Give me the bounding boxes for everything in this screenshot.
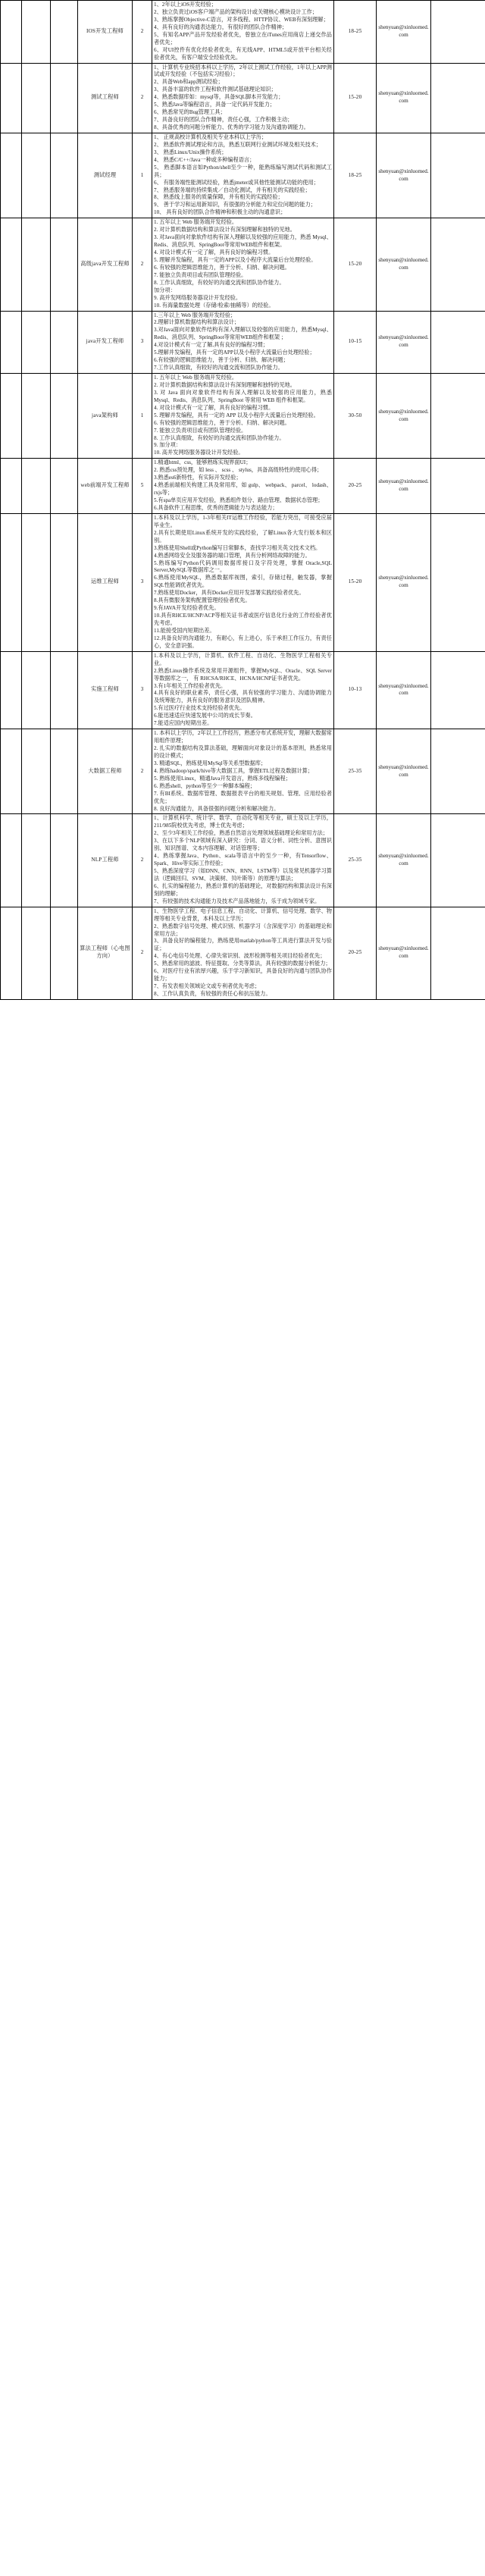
requirement-line: 7、 熟悉服务端的持续集成／自动化测试，并有相关的实践经验；	[154, 186, 311, 193]
requirement-line: 6、对医疗行业有浓厚兴趣，乐于学习新知识，具备良好的沟通与团队协作能力；	[154, 968, 332, 982]
row-department-cell	[51, 651, 78, 729]
requirement-line: 1. 五年以上 Web 服务端开发经验。	[154, 219, 238, 226]
requirement-line: 6、扎实的编程能力，熟悉计算机的基础理论，对数据结构和算法设计有深刻的理解；	[154, 882, 332, 897]
row-marker-col-b	[22, 513, 51, 651]
table-row	[1, 729, 485, 814]
row-marker-col-a	[1, 311, 22, 374]
email-cell[interactable]: shenyuan@xinluomed.com	[377, 651, 431, 729]
requirement-line: 4.对设计模式有一定了解,具有良好的编程习惯；	[154, 342, 268, 349]
requirement-line: 3、在以下多个NLP领域有深入研究：分词、语义分析、词性分析、意图识别、知识图谱、文本内容理解、对话管理等；	[154, 838, 332, 852]
row-marker-col-a	[1, 459, 22, 514]
table-row	[1, 311, 485, 374]
email-cell[interactable]: shenyuan@xinluomed.com	[377, 1, 431, 64]
requirement-line: 6.能迅速适应快速发展中公司的成长节奏。	[154, 713, 256, 719]
requirement-line: 8、具备优秀的问题分析能力、优秀的学习能力及沟通协调能力。	[154, 124, 309, 130]
jobs-table-body	[1, 1, 485, 1000]
requirement-line: 8. 工作认真细致，有较好的沟通交流和团队协作能力。	[154, 434, 285, 441]
row-department-cell	[51, 729, 78, 814]
requirement-line: 10. 有海量数据处理（存储/检索/抽稀等）的经验。	[154, 302, 274, 309]
headcount-cell: 1	[133, 374, 152, 459]
requirement-line: 3. 对 Java 面向对象软件结构有深入理解以及较强的应用能力，熟悉 Mysql、Redis、消息队列、SpringBoot 等常用 WEB 组件和框架。	[154, 389, 332, 403]
row-department-cell	[51, 218, 78, 311]
requirements-cell	[152, 651, 334, 729]
job-title-cell: java开发工程师	[78, 311, 133, 374]
requirement-line: 5、 熟悉脚本语言如Python/shell至少一种，能熟练编写测试代码和测试工具；	[154, 164, 332, 178]
requirement-line: 6. 熟悉shell、python等至少一种脚本编程；	[154, 782, 256, 789]
requirement-line: 1. 本科以上学历，2年以上工作经历，熟悉分布式系统开发，理解大数据常用组件原理；	[154, 730, 332, 744]
table-row	[1, 1, 485, 64]
requirement-line: 9、 善于学习和运用新知识，有很强的分析能力和定位问题的能力；	[154, 202, 316, 208]
requirement-line: 7.工作认真细致，有较好的沟通交流和团队协作能力。	[154, 365, 283, 371]
headcount-cell: 2	[133, 814, 152, 907]
requirement-line: 4、 熟悉C/C++/Java一种或多种编程语言；	[154, 156, 255, 163]
requirements-cell	[152, 513, 334, 651]
row-marker-col-b	[22, 459, 51, 514]
row-marker-col-a	[1, 513, 22, 651]
requirement-line: 1、计算机专业统招本科以上学历，2年以上测试工作经验，1年以上APP测试或开发经验（不包括实习经验）；	[154, 64, 332, 78]
email-cell[interactable]: shenyuan@xinluomed.com	[377, 63, 431, 133]
row-trailing-cell	[431, 513, 485, 651]
requirement-line: 1.精通html、css，能够熟练实现界面UI；	[154, 459, 252, 466]
row-marker-col-b	[22, 814, 51, 907]
email-cell[interactable]: shenyuan@xinluomed.com	[377, 513, 431, 651]
headcount-cell: 5	[133, 459, 152, 514]
table-row	[1, 651, 485, 729]
row-marker-col-b	[22, 907, 51, 999]
requirement-line: 3.熟练使用Shell或Python编写日常脚本，查找学习相关英文技术文档。	[154, 544, 321, 551]
requirement-line: 2. 对计算机数据结构和算法设计有深刻理解和独特的见地。	[154, 227, 296, 233]
row-trailing-cell	[431, 374, 485, 459]
requirement-line: 11.能接受国内短期出差。	[154, 627, 215, 634]
requirement-line: 3、具备丰富的软件工程和软件测试基础理论知识；	[154, 86, 277, 93]
email-cell[interactable]: shenyuan@xinluomed.com	[377, 218, 431, 311]
email-cell[interactable]: shenyuan@xinluomed.com	[377, 907, 431, 999]
requirement-line: 3、熟练掌握Objective-C语言，对多线程、HTTP协议、WEB有深刻理解；	[154, 16, 329, 23]
requirements-cell	[152, 814, 334, 907]
requirement-line: 7、具备良好的团队合作精神，责任心强，工作积极主动；	[154, 117, 293, 124]
requirement-line: 1.本科及以上学历，1-3年相关IT运维工作经验，若能力突出，可接受应届毕业生。	[154, 514, 332, 528]
requirement-line: 1. 五年以上 Web 服务端开发经验。	[154, 374, 238, 381]
requirement-line: 8、 熟悉线上服务的质量保障，并有相关的实践经验；	[154, 194, 283, 201]
requirement-line: 10. 高并发网络服务器设计开发经验。	[154, 450, 244, 456]
requirements-cell	[152, 459, 334, 514]
requirement-line: 9. 加分项：	[154, 442, 181, 449]
requirement-line: 3. 对Java面向对象软件结构有深入理解以及较强的应用能力，熟悉 Mysql、Redis、消息队列、SpringBoot等常用WEB组件和框架。	[154, 234, 332, 249]
requirement-line: 10.具有RHCE/HCNP/ACP等相关证书者或医疗信息化行业的工作经验者优先考虑。	[154, 613, 332, 626]
requirement-line: 6、对UI控件有优化经验者优先，有无线APP、HTML5或开放平台相关经验者优先，有客户端安全经验优先。	[154, 46, 332, 61]
salary-cell: 10-13	[334, 651, 377, 729]
row-trailing-cell	[431, 814, 485, 907]
row-trailing-cell	[431, 1, 485, 64]
requirement-line: 3.对Java面向对象软件结构有深入理解以及较强的应用能力，熟悉Mysql、Redis、消息队列、SpringBoot等常用WEB组件和框架 ；	[154, 327, 332, 341]
requirement-line: 2.具有长期使用Linux系统开发的实践经验，了解Linux各大发行版本和区别。	[154, 529, 332, 544]
row-marker-col-b	[22, 1, 51, 64]
table-row	[1, 459, 485, 514]
requirements-cell	[152, 63, 334, 133]
row-department-cell	[51, 459, 78, 514]
row-marker-col-a	[1, 1, 22, 64]
requirement-line: 2、独立负责过iOS客户端产品的架构设计或关键核心模块设计工作；	[154, 8, 318, 15]
requirement-line: 5. 理解并发编程，具有一定的APP以及小程序大流量后台处理经验。	[154, 256, 317, 263]
headcount-cell: 3	[133, 311, 152, 374]
requirement-line: 5、熟悉Java等编程语言，具备一定代码开发能力；	[154, 102, 276, 108]
requirement-line: 3.有1年相关工作经验者优先。	[154, 682, 227, 689]
requirement-line: 6. 有较强的逻辑思维能力，善于分析、归纳、解决问题。	[154, 419, 290, 426]
headcount-cell: 2	[133, 218, 152, 311]
requirement-line: 8.具有微服务架构配置管理经验者优先。	[154, 597, 251, 604]
job-title-cell: web前端开发工程师	[78, 459, 133, 514]
email-cell[interactable]: shenyuan@xinluomed.com	[377, 133, 431, 218]
table-row	[1, 374, 485, 459]
requirement-line: 5. 理解并发编程，具有一定的 APP 以及小程序大流量后台处理经验。	[154, 412, 319, 418]
job-title-cell: 高级java开发工程师	[78, 218, 133, 311]
row-trailing-cell	[431, 459, 485, 514]
row-marker-col-a	[1, 814, 22, 907]
requirement-line: 7、有发表相关领域论文或专利者优先考虑；	[154, 983, 261, 990]
job-title-cell: 算法工程师（心电图方向）	[78, 907, 133, 999]
requirement-line: 4.具有良好的职业素养，责任心强，具有较强的学习能力、沟通协调能力及统筹能力，具有良好的服务意识及团队精神。	[154, 690, 332, 704]
table-row	[1, 63, 485, 133]
row-marker-col-b	[22, 63, 51, 133]
email-cell[interactable]: shenyuan@xinluomed.com	[377, 311, 431, 374]
email-cell[interactable]: shenyuan@xinluomed.com	[377, 729, 431, 814]
requirement-line: 7.能适应国内短期出差。	[154, 720, 213, 727]
requirement-line: 4.熟悉网络安全及服务器的端口管理，具有分析网络故障的能力。	[154, 552, 311, 559]
row-department-cell	[51, 1, 78, 64]
requirement-line: 5、熟悉常用的滤波、特征提取、分类等算法，具有较强的数据分析能力；	[154, 961, 331, 967]
row-department-cell	[51, 513, 78, 651]
job-title-cell: java架构师	[78, 374, 133, 459]
row-department-cell	[51, 907, 78, 999]
requirement-line: 2.熟悉Linux操作系统及常用开源组件，掌握MySQL、Oracle、SQL Server等数据库之一， 有 RHCSA/RHCE、HCNA/HCNP证书者优先。	[154, 667, 332, 682]
requirement-line: 4、熟练掌握Java、Python、scala等语言中的至少一种，有Tensorflow、Spark、Hive等实际工作经验；	[154, 853, 332, 867]
headcount-cell: 2	[133, 1, 152, 64]
requirement-line: 8. 工作认真细致，有较好的沟通交流和团队协作能力。	[154, 279, 285, 286]
requirement-line: 5. 熟练使用Linux，精通Java开发语言，熟练多线程编程；	[154, 775, 291, 782]
requirement-line: 3、 熟悉Linux/Unix操作系统；	[154, 149, 227, 155]
row-marker-col-a	[1, 218, 22, 311]
requirement-line: 6.熟练使用MySQL，熟悉数据库视图，索引，存储过程，触发器，掌握SQL性能调优者优先。	[154, 575, 332, 589]
requirement-line: 5.有过医疗行业技术支持经验者优先。	[154, 705, 246, 712]
requirement-line: 7. 能独立负责项目或有团队管理经验。	[154, 271, 247, 278]
email-cell[interactable]: shenyuan@xinluomed.com	[377, 459, 431, 514]
requirement-line: 4、有心电信号处理、心律失常识别、波形检测等相关项目经验者优先；	[154, 953, 326, 960]
requirement-line: 6.具备软件工程思维，优秀的逻辑能力与表达能力；	[154, 504, 278, 511]
headcount-cell: 2	[133, 729, 152, 814]
requirement-line: 2、至少3年相关工作经验，熟悉自然语言处理领域基础理论和常用方法；	[154, 830, 329, 837]
requirement-line: 3.熟悉es6新特性，有实际开发经验；	[154, 475, 242, 481]
requirement-line: 1、 正规高校计算机及相关专业本科以上学历；	[154, 133, 268, 140]
row-marker-col-a	[1, 374, 22, 459]
requirement-line: 7. 有BI系统、数据库管理、数据报表平台的相关规划、管理、应用经验者优先；	[154, 790, 332, 804]
salary-cell: 25-35	[334, 729, 377, 814]
requirement-line: 5、熟悉深度学习（如DNN、CNN、RNN、LSTM等）以及常见机器学习算法（逻辑回归、SVM、决策树、贝叶斯等）的原理与算法；	[154, 868, 332, 882]
job-title-cell: 测试经理	[78, 133, 133, 218]
table-row	[1, 133, 485, 218]
requirement-line: 4.熟悉前端相关构建工具及常用库，如 gulp、 webpack、 parcel、 lodash、 rxjs等；	[154, 482, 332, 497]
row-marker-col-b	[22, 374, 51, 459]
salary-cell: 18-25	[334, 1, 377, 64]
row-marker-col-a	[1, 729, 22, 814]
headcount-cell: 2	[133, 63, 152, 133]
requirement-line: 5、有知名APP产品开发经验者优先，曾独立在iTunes应用商店上递交作品者优先；	[154, 31, 332, 45]
requirement-line: 10、 具有良好的团队合作精神和积极主动的沟通意识；	[154, 209, 286, 216]
requirement-line: 8、工作认真负责，有较强的责任心和抗压能力。	[154, 991, 271, 997]
row-department-cell	[51, 814, 78, 907]
requirement-line: 2. 扎实的数据结构及算法基础，理解面向对象设计的基本原则，熟悉常用的设计模式；	[154, 745, 332, 759]
requirement-line: 1、生物医学工程、电子信息工程、自动化、计算机、信号处理、数学、物理等相关专业背景，本科及以上学历；	[154, 907, 332, 922]
salary-cell: 18-25	[334, 133, 377, 218]
row-trailing-cell	[431, 651, 485, 729]
salary-cell: 30-50	[334, 374, 377, 459]
email-cell[interactable]: shenyuan@xinluomed.com	[377, 814, 431, 907]
requirement-line: 9. 高并发网络服务器设计开发经验。	[154, 294, 242, 301]
requirement-line: 5.熟练编写Python代码调用数据库接口及字符处理，掌握 Oracle,SQL Server,MySQL等数据库之一。	[154, 559, 332, 574]
row-marker-col-a	[1, 133, 22, 218]
row-marker-col-b	[22, 218, 51, 311]
row-marker-col-b	[22, 311, 51, 374]
requirements-cell	[152, 907, 334, 999]
requirement-line: 6. 有较强的逻辑思维能力，善于分析、归纳、解决问题。	[154, 264, 290, 271]
salary-cell: 15-20	[334, 63, 377, 133]
requirement-line: 6、 有服务端性能测试经验，熟悉jmeter或其他性能测试功能的使用；	[154, 179, 319, 186]
requirement-line: 1.本科及以上学历，计算机、软件工程、自动化、生物医学工程相关专业。	[154, 652, 332, 666]
requirement-line: 2、具备Web和app测试经验；	[154, 79, 224, 86]
salary-cell: 25-35	[334, 814, 377, 907]
job-title-cell: IOS开发工程师	[78, 1, 133, 64]
row-trailing-cell	[431, 907, 485, 999]
job-title-cell: 大数据工程师	[78, 729, 133, 814]
row-trailing-cell	[431, 218, 485, 311]
headcount-cell: 3	[133, 513, 152, 651]
recruitment-table-page	[0, 0, 485, 1000]
row-trailing-cell	[431, 311, 485, 374]
row-trailing-cell	[431, 63, 485, 133]
requirement-line: 7. 能独立负责项目或有团队管理经验。	[154, 427, 247, 434]
requirement-line: 2. 熟悉css预处理，如 less 、 scss 、 stylus，具备高级特性的使用心得；	[154, 467, 323, 474]
requirement-line: 4. 对设计模式有一定了解，具有良好的编程习惯。	[154, 249, 274, 255]
row-department-cell	[51, 311, 78, 374]
requirement-line: 5.有spa单页应用开发经验，熟悉组件划分、路由管理、数据状态管理；	[154, 497, 324, 503]
requirement-line: 4、熟悉数据库如：mysql等，具备SQL脚本开发能力；	[154, 94, 284, 101]
requirement-line: 2、熟悉数字信号处理、模式识别、机器学习（含深度学习）的基础理论和常用方法；	[154, 923, 332, 937]
requirement-line: 1、计算机科学、统计学、数学、自动化等相关专业，硕士及以上学历，211/985院校优先考虑，博士优先考虑；	[154, 815, 332, 829]
requirements-cell	[152, 133, 334, 218]
requirement-line: 12.具备良好的沟通能力，有耐心，有上进心，乐于承担工作压力，有责任心，安全意识强。	[154, 635, 332, 649]
requirement-line: 6、熟悉常见的Bug管理工具；	[154, 109, 226, 116]
requirement-line: 2. 对计算机数据结构和算法设计有深刻理解和独特的见地。	[154, 381, 296, 388]
row-marker-col-a	[1, 907, 22, 999]
requirements-cell	[152, 729, 334, 814]
headcount-cell: 1	[133, 133, 152, 218]
requirement-line: 4、具有良好的沟通表达能力，有很好的团队合作精神；	[154, 24, 288, 30]
salary-cell: 10-15	[334, 311, 377, 374]
row-trailing-cell	[431, 133, 485, 218]
table-row	[1, 907, 485, 999]
requirement-line: 7.熟练使用Docker，具有Docker应用开发部署实践经验者优先。	[154, 590, 305, 597]
requirement-line: 2、 熟悉软件测试理论和方法，熟悉互联网行业测试环境及相关技术；	[154, 141, 322, 148]
row-marker-col-a	[1, 63, 22, 133]
row-marker-col-b	[22, 729, 51, 814]
salary-cell: 15-20	[334, 513, 377, 651]
job-title-cell: 运维工程师	[78, 513, 133, 651]
requirement-line: 9.有JAVA开发经验者优先。	[154, 605, 220, 612]
requirement-line: 1.三年以上 Web 服务端开发经验；	[154, 312, 236, 318]
jobs-table	[0, 0, 485, 1000]
requirement-line: 4. 熟练hadoop/spark/hive等大数据工具，掌握ETL过程及数据计算；	[154, 767, 314, 774]
salary-cell: 15-20	[334, 218, 377, 311]
requirement-line: 加分项：	[154, 287, 176, 293]
row-department-cell	[51, 133, 78, 218]
row-marker-col-b	[22, 133, 51, 218]
requirement-line: 1、2年以上iOS开发经验；	[154, 2, 217, 8]
job-title-cell: 实施工程师	[78, 651, 133, 729]
requirement-line: 3、具备良好的编程能力，熟练使用matlab/python等工具进行算法开发与验证；	[154, 938, 332, 952]
headcount-cell: 2	[133, 907, 152, 999]
requirement-line: 4. 对设计模式有一定了解，具有良好的编程习惯。	[154, 404, 274, 411]
email-cell[interactable]: shenyuan@xinluomed.com	[377, 374, 431, 459]
requirement-line: 6.有较强的逻辑思维能力，善于分析、归纳、解决问题；	[154, 357, 289, 364]
row-trailing-cell	[431, 729, 485, 814]
job-title-cell: 测试工程师	[78, 63, 133, 133]
requirement-line: 2.理解计算机数据结构和算法设计；	[154, 319, 240, 326]
table-row	[1, 218, 485, 311]
row-department-cell	[51, 374, 78, 459]
requirement-line: 7、有较强的技术沟通能力及技术产品落地能力，乐于成为领域专家。	[154, 898, 321, 904]
requirements-cell	[152, 218, 334, 311]
requirement-line: 8. 良好沟通能力，具备很强的问题分析和解决能力。	[154, 805, 280, 812]
headcount-cell: 3	[133, 651, 152, 729]
requirements-cell	[152, 374, 334, 459]
requirement-line: 5.理解并发编程，具有一定的APP以及小程序大流量后台处理经验；	[154, 349, 315, 356]
row-marker-col-a	[1, 651, 22, 729]
job-title-cell: NLP工程师	[78, 814, 133, 907]
salary-cell: 20-25	[334, 459, 377, 514]
table-row	[1, 814, 485, 907]
requirement-line: 3. 精通SQL，熟练使用MySql等关系型数据库；	[154, 760, 267, 766]
row-marker-col-b	[22, 651, 51, 729]
salary-cell: 20-25	[334, 907, 377, 999]
requirements-cell	[152, 1, 334, 64]
requirements-cell	[152, 311, 334, 374]
table-row	[1, 513, 485, 651]
row-department-cell	[51, 63, 78, 133]
